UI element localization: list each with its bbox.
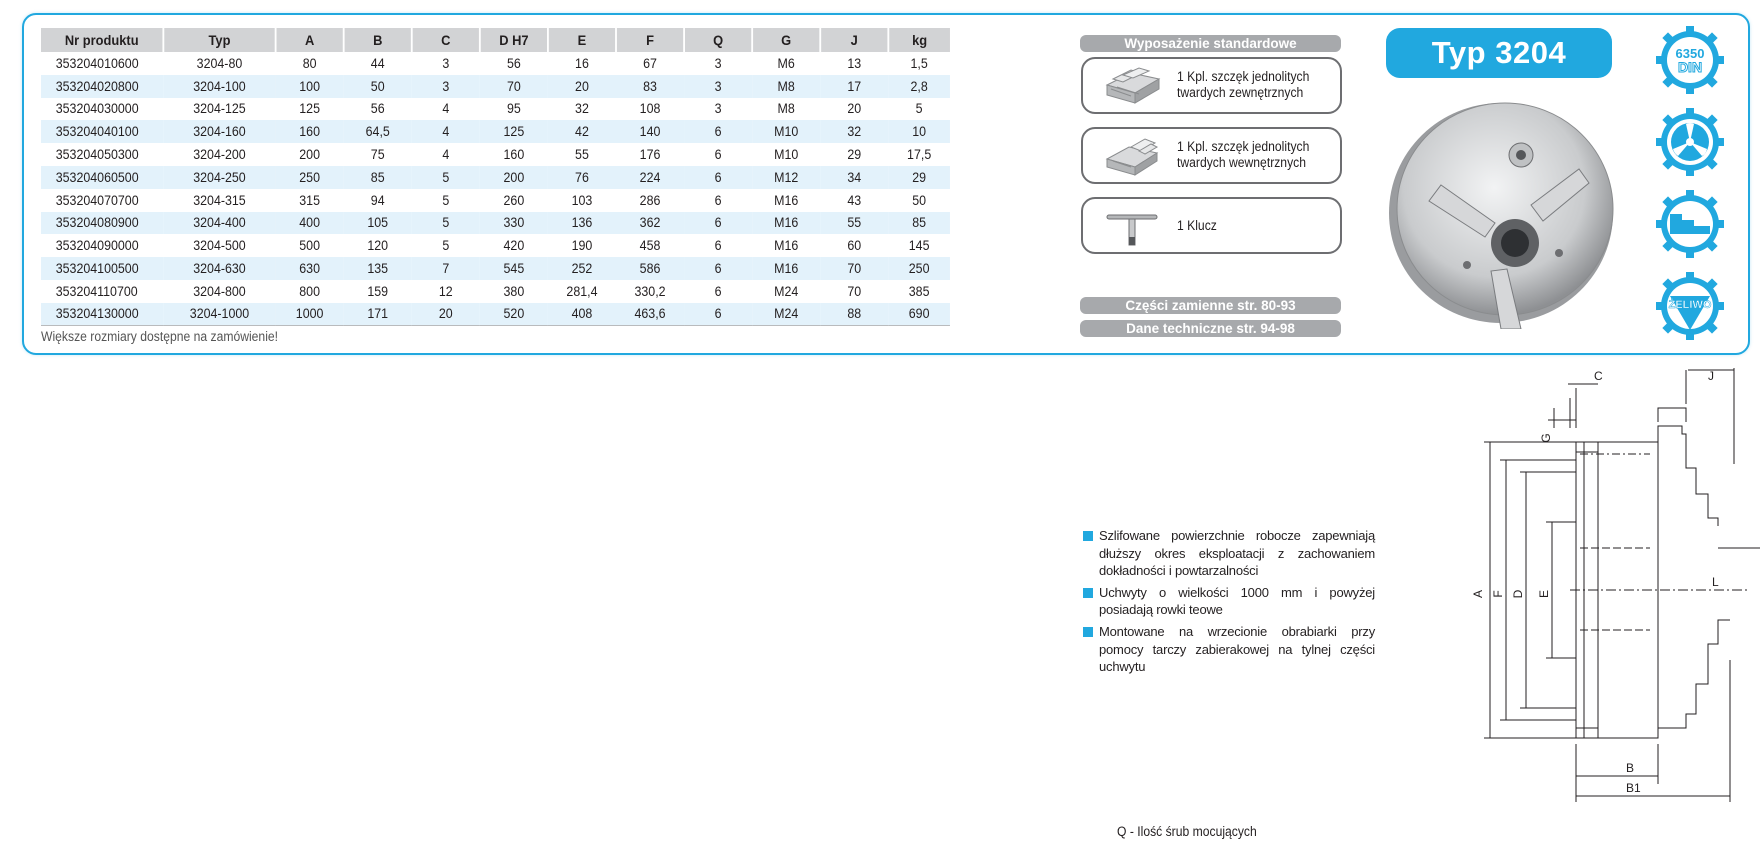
table-cell: 3204-630 [163,257,275,280]
table-cell: 250 [888,257,950,280]
table-cell: 70 [847,283,862,299]
table-cell: 353204090000 [55,238,139,254]
table-cell: 120 [367,238,389,254]
table-cell: M24 [774,283,799,299]
table-cell: 160 [503,147,525,163]
table-cell: M6 [777,55,795,71]
table-cell: 6 [714,283,722,299]
table-cell: M8 [777,101,795,117]
table-cell: 260 [503,192,525,208]
table-cell: 2,8 [888,75,950,98]
table-cell: 4 [442,101,450,117]
availability-note: Większe rozmiary dostępne na zamówienie! [41,329,279,344]
table-row [41,280,950,303]
table-cell: 80 [302,55,317,71]
table-cell: 70 [820,257,888,280]
table-cell: 20 [548,75,616,98]
solid-jaw-icon [1656,190,1724,258]
table-cell: 42 [548,120,616,143]
table-cell: 353204070700 [55,192,139,208]
column-header: G [752,28,820,52]
table-cell: M10 [752,120,820,143]
dim-label-d: D [1511,589,1525,599]
table-cell: 200 [299,147,321,163]
table-cell: 50 [912,192,927,208]
table-cell: 3 [714,101,722,117]
table-cell: 3204-200 [193,147,246,163]
table-cell: 3204-125 [193,101,246,117]
table-cell: M12 [752,166,820,189]
table-cell: 103 [571,192,593,208]
table-cell: 6 [684,120,752,143]
table-cell: 85 [344,166,412,189]
column-header: F [616,28,684,52]
table-row [41,120,950,143]
table-cell: 67 [643,55,657,71]
table-cell: 43 [847,192,862,208]
table-cell: 252 [548,257,616,280]
table-cell: 20 [847,101,862,117]
table-cell: M10 [774,147,799,163]
table-cell: 34 [820,166,888,189]
table-header-row [41,28,950,52]
table-cell: 6 [684,212,752,235]
equipment-line: twardych zewnętrznych [1177,85,1304,100]
table-row [41,98,950,121]
table-cell: 458 [639,238,661,254]
table-cell: 7 [412,257,480,280]
table-cell: 55 [575,147,589,163]
table-cell: 353204080900 [41,212,163,235]
table-cell: 75 [370,147,385,163]
table-cell: 420 [503,238,525,254]
table-cell: 800 [299,283,321,299]
table-cell: 94 [370,192,385,208]
table-cell: 32 [575,101,589,117]
equipment-line: 1 Kpl. szczęk jednolitych [1177,69,1310,84]
table-cell: 17 [820,75,888,98]
table-cell: 5 [442,192,450,208]
table-cell: 29 [888,166,950,189]
equipment-line: twardych wewnętrznych [1177,155,1306,170]
table-cell: 3 [442,55,450,71]
table-cell: 353204050300 [55,147,139,163]
table-cell: 3 [684,75,752,98]
table-cell: 3 [714,55,722,71]
column-header: A [276,28,344,52]
zeliwo-label: ŻELIWO [1668,299,1712,311]
table-cell: 95 [506,101,521,117]
dim-label-c: C [1594,369,1603,383]
table-cell: 12 [438,283,453,299]
table-row [41,234,950,257]
table-cell: 353204010600 [55,55,139,71]
three-jaw-chuck-icon [1656,108,1724,176]
table-cell: 3 [412,75,480,98]
table-cell: 200 [480,166,548,189]
table-cell: 353204030000 [55,101,139,117]
table-cell: 88 [820,303,888,326]
table-cell: 500 [299,238,321,254]
table-row [41,257,950,280]
table-cell: 586 [616,257,684,280]
table-cell: 29 [847,147,862,163]
table-cell: 3204-100 [163,75,275,98]
equipment-item-external-jaws [1081,57,1342,114]
features-list [1083,527,1375,680]
table-cell: 353204130000 [41,303,163,326]
table-cell: M16 [774,238,799,254]
table-cell: 56 [370,101,385,117]
column-header: D H7 [480,28,548,52]
table-cell: 10 [888,120,950,143]
table-cell: 70 [480,75,548,98]
dim-label-b: B [1626,761,1635,775]
column-header: B [344,28,412,52]
table-cell: 3204-800 [193,283,246,299]
table-row [41,166,950,189]
chuck-key-icon [1101,209,1165,249]
table-cell: 171 [344,303,412,326]
table-cell: 630 [276,257,344,280]
table-row [41,212,950,235]
table-cell: 5 [915,101,923,117]
table-cell: 3204-250 [163,166,275,189]
cast-iron-zeliwo-icon [1656,272,1724,340]
column-header: kg [888,28,950,52]
table-cell: 6 [714,147,722,163]
din-label: DIN [1677,59,1703,75]
technical-drawing [1460,368,1760,808]
table-cell: 136 [548,212,616,235]
table-row [41,143,950,166]
table-cell: M24 [752,303,820,326]
table-cell: 140 [616,120,684,143]
table-row [41,303,950,326]
table-cell: 100 [276,75,344,98]
table-cell: 20 [412,303,480,326]
table-cell: 3204-500 [193,238,246,254]
table-cell: 125 [480,120,548,143]
table-cell: 400 [276,212,344,235]
table-cell: 160 [276,120,344,143]
table-cell: M16 [774,192,799,208]
column-header: Q [684,28,752,52]
table-cell: 60 [847,238,862,254]
column-header: C [412,28,480,52]
table-cell: 56 [506,55,521,71]
table-cell: 3204-400 [163,212,275,235]
table-cell: 6 [684,257,752,280]
equipment-item-text [1177,139,1309,171]
table-cell: 408 [548,303,616,326]
table-cell: 690 [888,303,950,326]
din-6350-icon [1656,26,1724,94]
table-cell: 6 [714,192,722,208]
table-cell: 6 [684,166,752,189]
table-cell: 5 [412,166,480,189]
equipment-heading: Wyposażenie standardowe [1080,35,1341,52]
equipment-line: 1 Klucz [1177,218,1217,233]
table-cell: 281,4 [566,283,598,299]
table-cell: 353204020800 [41,75,163,98]
technical-data-reference: Dane techniczne str. 94-98 [1080,320,1341,337]
table-cell: 353204040100 [41,120,163,143]
column-header: E [548,28,616,52]
table-cell: 330 [480,212,548,235]
table-cell: M8 [752,75,820,98]
table-cell: 145 [908,238,930,254]
table-cell: 135 [344,257,412,280]
spare-parts-reference: Części zamienne str. 80-93 [1080,297,1341,314]
column-header: J [820,28,888,52]
table-cell: 105 [344,212,412,235]
dim-label-g: G [1539,433,1553,443]
table-cell: 6 [684,303,752,326]
table-cell: 362 [616,212,684,235]
dim-label-f: F [1491,590,1505,598]
table-cell: 50 [344,75,412,98]
table-cell: 16 [575,55,589,71]
table-cell: 4 [412,120,480,143]
table-cell: 13 [847,55,862,71]
table-cell: 250 [276,166,344,189]
table-cell: 1000 [276,303,344,326]
chuck-photo-image [1383,93,1619,329]
equipment-item-key [1081,197,1342,254]
table-cell: M16 [752,212,820,235]
table-cell: 125 [299,101,321,117]
table-cell: 353204100500 [41,257,163,280]
table-cell: 108 [639,101,661,117]
table-cell: 380 [503,283,525,299]
table-cell: 5 [442,238,450,254]
table-cell: 224 [616,166,684,189]
bullet-icon [1083,588,1093,598]
table-cell: 5 [412,212,480,235]
equipment-item-internal-jaws [1081,127,1342,184]
table-cell: 3204-160 [163,120,275,143]
dim-label-a: A [1471,589,1485,599]
table-cell: 4 [442,147,450,163]
table-cell: 315 [299,192,321,208]
table-cell: 330,2 [634,283,666,299]
dim-label-e: E [1537,589,1551,599]
equipment-item-text [1177,69,1309,101]
table-cell: 176 [639,147,661,163]
feature-item: Uchwyty o wielkości 1000 mm i powyżej posiadają rowki teowe [1083,584,1375,619]
table-cell: 17,5 [907,147,932,163]
equipment-item-text [1177,218,1217,234]
table-cell: 159 [367,283,389,299]
dim-label-b1: B1 [1626,781,1641,795]
table-cell: 44 [370,55,385,71]
table-cell: 3204-1000 [163,303,275,326]
table-cell: 85 [888,212,950,235]
table-cell: 64,5 [344,120,412,143]
dim-label-j: J [1708,369,1714,383]
type-badge: Typ 3204 [1386,28,1612,78]
table-cell: 3204-80 [196,55,243,71]
table-cell: 520 [480,303,548,326]
feature-item: Montowane na wrzecionie obrabiarki przy pomocy tarczy zabierakowej na tylnej części uchwytu [1083,623,1375,676]
table-cell: 1,5 [910,55,928,71]
table-cell: 190 [571,238,593,254]
table-cell: M16 [752,257,820,280]
spec-table [41,28,950,326]
table-cell: 6 [714,238,722,254]
table-body [41,52,950,326]
table-row [41,52,950,75]
external-jaws-icon [1101,65,1165,107]
table-cell: 286 [639,192,661,208]
bullet-icon [1083,627,1093,637]
table-cell: 545 [480,257,548,280]
table-cell: 353204110700 [55,283,138,299]
table-cell: 32 [820,120,888,143]
internal-jaws-icon [1101,135,1165,177]
table-cell: 83 [616,75,684,98]
dim-label-l: L [1712,575,1719,589]
table-cell: 463,6 [616,303,684,326]
table-cell: 55 [820,212,888,235]
table-cell: 76 [548,166,616,189]
table-row [41,75,950,98]
table-cell: 353204060500 [41,166,163,189]
feature-item: Szlifowane powierzchnie robocze zapewniają dłuższy okres eksploatacji z zachowaniem dokładności i powtarzalności [1083,527,1375,580]
column-header: Typ [163,28,275,52]
equipment-line: 1 Kpl. szczęk jednolitych [1177,139,1310,154]
din-number: 6350 [1675,46,1705,61]
legend-q: Q - Ilość śrub mocujących [1117,824,1257,839]
table-cell: 3204-315 [193,192,246,208]
table-row [41,189,950,212]
table-cell: 385 [908,283,930,299]
bullet-icon [1083,531,1093,541]
column-header: Nr produktu [41,28,163,52]
